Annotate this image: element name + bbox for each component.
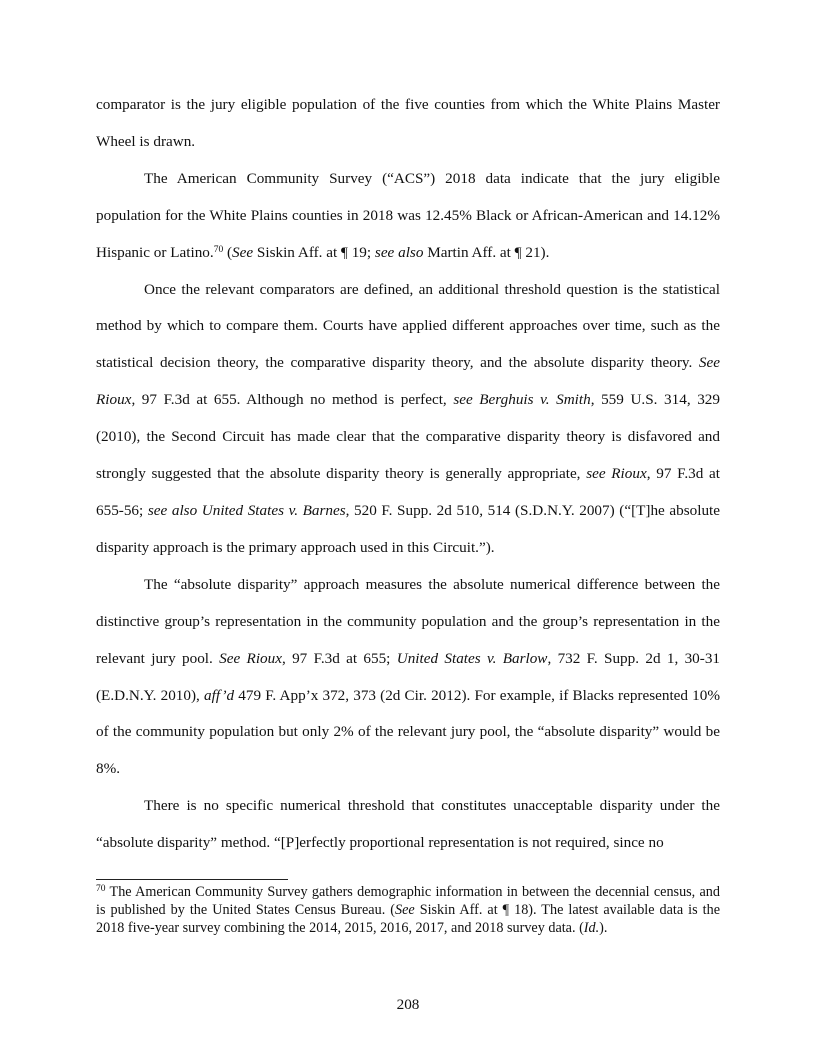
paragraph: [96, 272, 720, 567]
footnote-reference: 70: [213, 244, 224, 255]
italic-citation: See Rioux: [219, 649, 282, 667]
text-run: (: [223, 243, 233, 261]
text-run: comparator is the jury eligible population of the five counties from which the White Plains Master Wheel is drawn.: [96, 96, 720, 150]
body-text: [96, 87, 720, 862]
footnote-reference: 70: [96, 884, 106, 894]
italic-citation: United States v. Barlow: [396, 649, 548, 667]
text-run: Siskin Aff. at ¶ 18). The latest available data is the 2018 five-year survey combining the 2014, 2015, 2016, 2017, and 2018 survey data. (: [96, 901, 720, 936]
italic-citation: see Rioux: [586, 465, 647, 483]
italic-citation: see Berghuis v. Smith: [453, 391, 591, 409]
italic-citation: see also: [374, 243, 424, 261]
italic-citation: see also United States v. Barnes: [147, 501, 346, 519]
footnote-divider: [96, 879, 288, 880]
text-run: There is no specific numerical threshold that constitutes unacceptable disparity under the “absolute disparity” method. “[P]erfectly proportional representation is not required, since no: [96, 797, 720, 852]
text-run: 479 F. App’x 372, 373 (2d Cir. 2012). For example, if Blacks represented 10% of the community population but only 2% of the relevant jury pool, the “absolute disparity” would be 8%.: [96, 686, 720, 778]
text-run: The “absolute disparity” approach measures the absolute numerical difference between the distinctive group’s representation in the community population and the group’s representation in the relevant jury pool.: [96, 575, 720, 667]
paragraph: [96, 87, 720, 161]
paragraph: [96, 161, 720, 272]
italic-citation: See Rioux: [96, 354, 720, 409]
italic-citation: Id.: [583, 919, 600, 936]
text-run: The American Community Survey (“ACS”) 2018 data indicate that the jury eligible population for the White Plains counties in 2018 was 12.45% Black or African-American and 14.12% Hispanic or Latino.: [96, 169, 720, 261]
text-run: Martin Aff. at ¶ 21).: [423, 243, 550, 261]
text-run: ).: [599, 919, 608, 936]
text-run: , 97 F.3d at 655-56;: [96, 465, 720, 519]
italic-citation: See: [232, 243, 254, 261]
italic-citation: aff’d: [204, 686, 235, 704]
paragraph: [96, 567, 720, 788]
footnote: [96, 884, 720, 937]
italic-citation: See: [394, 901, 415, 918]
text-run: The American Community Survey gathers demographic information in between the decennial census, and is published by the United States Census Bureau. (: [96, 884, 720, 918]
page-number: 208: [396, 996, 420, 1013]
footnote-text: [96, 884, 720, 937]
document-page: [96, 0, 720, 1056]
text-run: Siskin Aff. at ¶ 19;: [253, 243, 375, 261]
text-run: Once the relevant comparators are defined, an additional threshold question is the statistical method by which to compare them. Courts have applied different approaches over time, such as the statistical decision theory, the comparative disparity theory, and the absolute disparity theory.: [96, 280, 720, 372]
text-run: , 520 F. Supp. 2d 510, 514 (S.D.N.Y. 2007) (“[T]he absolute disparity approach is the primary approach used in this Circuit.”).: [96, 501, 721, 556]
text-run: , 97 F.3d at 655. Although no method is perfect,: [131, 391, 454, 409]
paragraph: [96, 788, 720, 862]
text-run: , 97 F.3d at 655;: [281, 649, 397, 667]
text-run: , 732 F. Supp. 2d 1, 30-31 (E.D.N.Y. 2010),: [96, 649, 721, 704]
text-run: , 559 U.S. 314, 329 (2010), the Second Circuit has made clear that the comparative disparity theory is disfavored and strongly suggested that the absolute disparity theory is generally appropriate,: [96, 391, 720, 483]
